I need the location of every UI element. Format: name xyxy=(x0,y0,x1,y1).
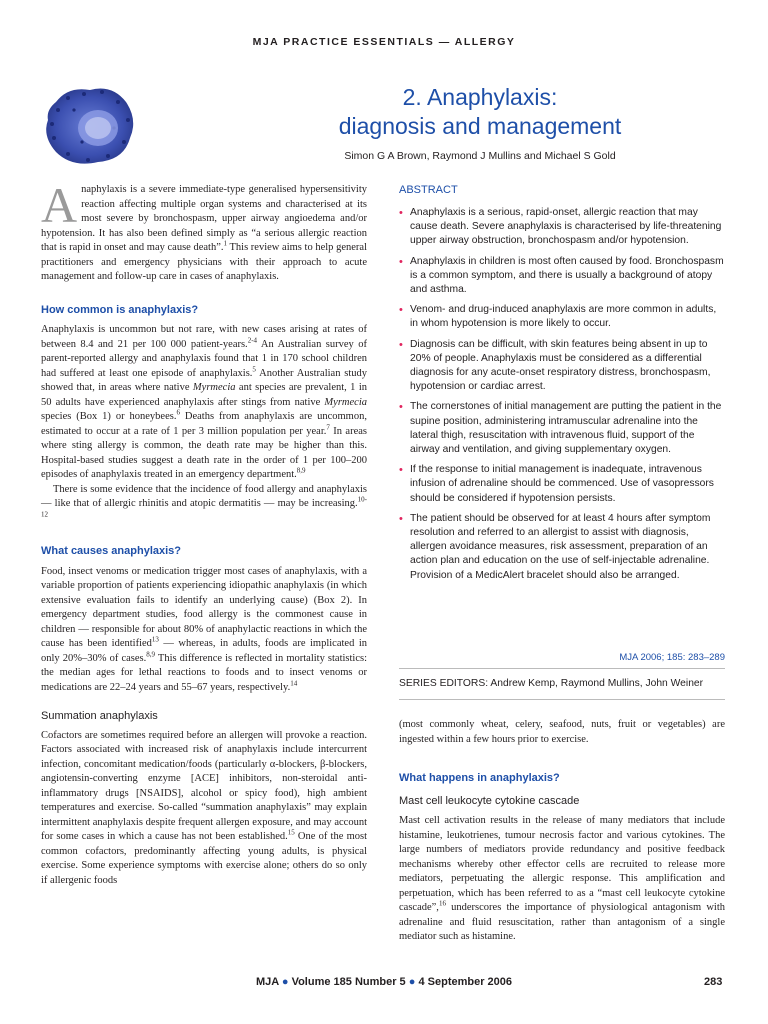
abstract-citation: MJA 2006; 185: 283–289 xyxy=(619,652,725,663)
mast-cell-paragraph: Mast cell activation results in the release of many mediators that include histamine, leukotrienes, tumour necrosis factor and various cytokines. The large numbers of mediators provide redundancy and positive feedback mechanisms whereby other effector cells are recruited to release more mediators, perpetuating the allergic response. This amplification and perpetuation, which has been referred to as a “mast cell leukocyte cytokine cascade”,$^{16}$ underscores the importance of physiological antagonism with adrenaline and fluid resuscitation, rather than antagonism of a single mediator such as histamine. xyxy=(399,815,725,942)
abstract-heading: ABSTRACT xyxy=(399,184,458,196)
cell-illustration xyxy=(38,80,140,168)
abstract-bullet: • If the response to initial management is inadequate, intravenous infusion of adrenaline should be commenced. Use of vasopressors should be considered if hypotension persists. xyxy=(399,464,714,504)
heading-mast-cell: Mast cell leukocyte cytokine cascade xyxy=(399,794,580,807)
abstract-bullet: • The patient should be observed for at least 4 hours after symptom resolution and referred to an allergist to assist with diagnosis, allergen avoidance measures, risk assessment, preparation of an action plan and education on the use of self-injectable adrenaline. Provision of a MedicAlert bracelet should also be arranged. xyxy=(399,512,711,581)
abstract-box xyxy=(399,206,725,589)
title-line-2: diagnosis and management xyxy=(338,113,622,139)
exercise-continuation: (most commonly wheat, celery, seafood, nuts, fruit or vegetables) are ingested within a few hours prior to exercise. xyxy=(399,719,725,745)
footer-volume: Volume 185 Number 5 xyxy=(291,976,406,988)
abstract-bullet: • Anaphylaxis in children is most often caused by food. Bronchospasm is a common symptom, and there is usually a background of atopy and asthma. xyxy=(399,255,724,296)
right-column xyxy=(399,718,725,945)
summation-paragraph: Cofactors are sometimes required before an allergen will provoke a reaction. Factors associated with increased risk of anaphylaxis include intercurrent infection, concomitant medication/foods (particularly α-blockers, β-blockers, angiotensin-converting enzyme [ACE] inhibitors, non-steroidal anti-inflammatory drugs [NSAIDS], alcohol or spicy food), high ambient temperatures and exercise. So-called “summation anaphylaxis” may explain intermittent anaphylaxis despite frequent allergen exposure, and may account for some cases in which a cause has not been established.$^{15}$ One of the most common cofactors, predominantly affecting young adults, is physical exercise. Some experience symptoms with exercise alone; others do so only if allergenic foods xyxy=(41,729,367,886)
title-line-1: 2. Anaphylaxis: xyxy=(402,84,558,110)
what-causes-paragraph: Food, insect venoms or medication trigger most cases of anaphylaxis, with a variable proportion of patients experiencing idiopathic anaphylaxis (in which extensive evaluation fails to identify an underlying cause) (Box 2). In emergency department studies, food allergy is the commonest cause in children — responsible for about 80% of anaphylactic reactions in which the cause has been identified$^{13}$ — whereas, in adults, foods are implicated in only 20%–30% of cases.$^{8,9}$ This difference is reflected in mortality statistics: the median ages for lethal reactions to foods and to insect venoms or medications are 22–24 years and 55–67 years, respectively.$^{14}$ xyxy=(41,565,368,693)
page-footer: MJA ● Volume 185 Number 5 ● 4 September 2006 xyxy=(255,976,513,988)
how-common-paragraph-1: Anaphylaxis is uncommon but not rare, with new cases arising at rates of between 8.4 and 21 per 100 000 patient-years.$^{2-4}$ An Australian survey of parent-reported allergy and anaphylaxis found that 1 in 170 school children had suffered at least one episode of anaphylaxis.$^5$ Another Australian study showed that, in areas where native Myrmecia ant species are prevalent, 1 in 50 adults have experienced anaphylaxis after stings from native Myrmecia species (Box 1) or honeybees.$^6$ Deaths from anaphylaxis are uncommon, estimated to occur at a rate of 1 per 3 million population per year.$^7$ In areas where sting allergy is common, the death rate may be higher than this. Hospital-based studies suggest a death rate in the order of 1 per 100–200 episodes of anaphylaxis treated in an emergency department.$^{8,9}$ xyxy=(41,324,367,480)
heading-how-common: How common is anaphylaxis? xyxy=(41,303,199,316)
footer-date: 4 September 2006 xyxy=(418,976,513,988)
running-header: MJA PRACTICE ESSENTIALS — ALLERGY xyxy=(252,36,516,48)
abstract-bullet: • Venom- and drug-induced anaphylaxis are more common in adults, in whom hypotension is more likely to occur. xyxy=(399,304,717,330)
heading-what-causes: What causes anaphylaxis? xyxy=(41,545,181,557)
abstract-bullet: • The cornerstones of initial management are putting the patient in the supine position, administering intramuscular adrenaline into the lateral thigh, resuscitation with intravenous fluid, support of the airway and ventilation, and giving supplementary oxygen. xyxy=(399,401,722,456)
footer-journal: MJA xyxy=(255,976,279,988)
divider-bottom xyxy=(399,699,725,700)
dropcap: A xyxy=(41,177,78,233)
page-number: 283 xyxy=(704,976,723,988)
series-editors: SERIES EDITORS: Andrew Kemp, Raymond Mullins, John Weiner xyxy=(399,678,704,689)
article-title xyxy=(230,83,730,141)
author-list: Simon G A Brown, Raymond J Mullins and Michael S Gold xyxy=(344,150,616,162)
divider-top xyxy=(399,668,725,669)
left-column xyxy=(41,177,368,888)
heading-summation: Summation anaphylaxis xyxy=(41,710,158,722)
abstract-bullet: • Anaphylaxis is a serious, rapid-onset, allergic reaction that may cause death. Severe anaphylaxis is characterised by life-threatening upper airway obstruction, bronchospasm and/or hypotension. xyxy=(399,207,722,247)
intro-paragraph: Anaphylaxis is a severe immediate-type generalised hypersensitivity reaction affecting multiple organ systems and characterised at its most severe by bronchospasm, upper airway angioedema and/or hypotension. It has also been defined simply as “a serious allergic reaction that is rapid in onset and may cause death”.$^1$ This review aims to help general practitioners and emergency physicians with their approach to acute management and follow-up care in cases of anaphylaxis. xyxy=(41,177,367,282)
heading-what-happens: What happens in anaphylaxis? xyxy=(399,772,560,784)
how-common-paragraph-2: There is some evidence that the incidence of food allergy and anaphylaxis — like that of allergic rhinitis and atopic dermatitis — may be increasing.$^{10-12}$ xyxy=(41,483,367,518)
abstract-bullet: • Diagnosis can be difficult, with skin features being absent in up to 20% of people. Anaphylaxis must be considered as a differential diagnosis for any acute-onset respiratory distress, bronchospasm, hypotension or cardiac arrest. xyxy=(399,338,711,393)
